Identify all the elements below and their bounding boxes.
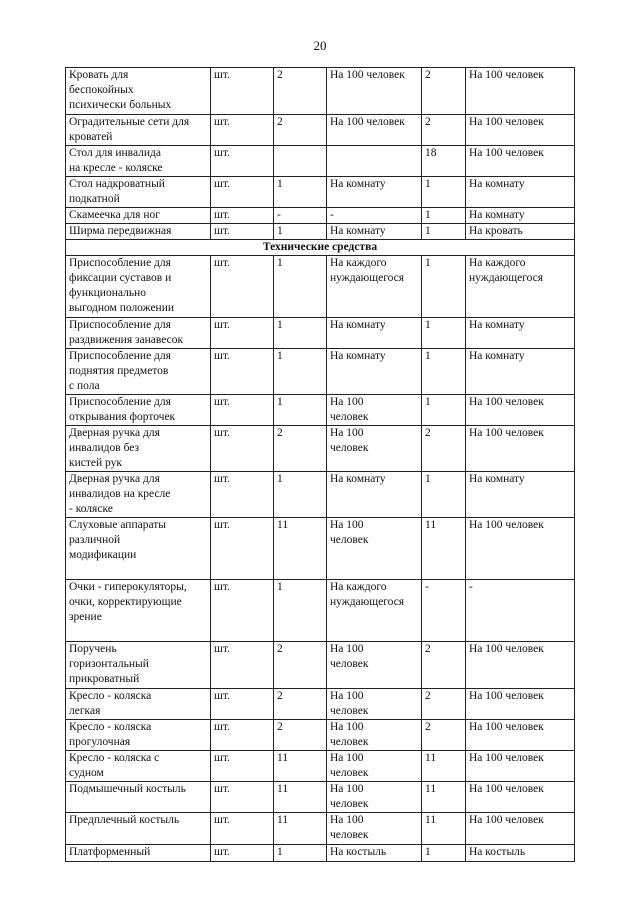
table-cell: На комнату [466,472,575,518]
table-row [66,689,575,720]
table-cell: Кресло - коляска с судном [66,751,211,782]
page-number: 20 [313,38,327,53]
table-row [66,642,575,689]
table-cell: шт. [211,518,274,580]
table-cell: На комнату [466,177,575,208]
table-row [66,318,575,349]
table-cell: 1 [422,177,466,208]
table-cell: На 100 человек [466,813,575,845]
table-cell: 2 [422,68,466,115]
table-cell: На 100 человек [327,68,422,115]
table-cell [327,146,422,177]
table-cell: Слуховые аппараты различной модификации [66,518,211,580]
table-cell: На 100 человек [327,720,422,751]
table-cell: На кровать [466,224,575,240]
table-cell: На 100 человек [466,68,575,115]
table-row [66,426,575,472]
table-cell: На каждого нуждающегося [327,256,422,318]
table-cell: На комнату [466,318,575,349]
table-cell: шт. [211,642,274,689]
table-cell: Кровать для беспокойных психически больных [66,68,211,115]
table-row [66,146,575,177]
equipment-table [65,67,575,862]
table-cell: 1 [274,349,327,395]
table-cell: На костыль [466,845,575,862]
table-cell: шт. [211,580,274,642]
table-cell: 1 [274,224,327,240]
table-cell: - [422,580,466,642]
table-row [66,395,575,426]
table-cell: шт. [211,720,274,751]
table-cell: На 100 человек [466,426,575,472]
section-title: Технические средства [66,240,575,256]
table-cell: 1 [422,208,466,224]
table-cell: шт. [211,68,274,115]
table-cell: шт. [211,224,274,240]
table-cell: - [274,208,327,224]
table-cell: 11 [274,518,327,580]
table-cell: 1 [422,845,466,862]
table-cell: На каждого нуждающегося [327,580,422,642]
table-cell: Стол для инвалида на кресле - коляске [66,146,211,177]
table-cell: На 100 человек [466,115,575,146]
table-cell: На каждого нуждающегося [466,256,575,318]
table-cell: 2 [422,115,466,146]
table-cell: шт. [211,208,274,224]
table-row [66,177,575,208]
table-row [66,845,575,862]
table-cell: На костыль [327,845,422,862]
table-cell: 11 [274,751,327,782]
table-cell: На 100 человек [466,642,575,689]
table-cell: Дверная ручка для инвалидов без кистей рук [66,426,211,472]
table-cell: 1 [274,256,327,318]
table-row [66,68,575,115]
table-cell: Стол надкроватный подкатной [66,177,211,208]
table-cell: шт. [211,115,274,146]
table-cell: Приспособление для фиксации суставов и функционально выгодном положении [66,256,211,318]
table-cell: 2 [274,426,327,472]
table-cell: шт. [211,426,274,472]
table-cell: На 100 человек [327,689,422,720]
table-row [66,472,575,518]
table-cell: 18 [422,146,466,177]
table-cell: Приспособление для раздвижения занавесок [66,318,211,349]
table-cell: На 100 человек [466,146,575,177]
table-cell: Приспособление для поднятия предметов с пола [66,349,211,395]
table-cell: Кресло - коляска прогулочная [66,720,211,751]
table-cell: 1 [422,318,466,349]
table-cell: На 100 человек [327,782,422,813]
table-cell: 2 [422,720,466,751]
table-cell: Скамеечка для ног [66,208,211,224]
table-cell: шт. [211,751,274,782]
table-cell: 1 [422,472,466,518]
table-cell: - [327,208,422,224]
table-cell: шт. [211,146,274,177]
table-cell: шт. [211,349,274,395]
table-cell: 11 [422,813,466,845]
table-row [66,720,575,751]
table-cell: Дверная ручка для инвалидов на кресле - коляске [66,472,211,518]
table-cell: 2 [274,68,327,115]
table-cell: 1 [274,318,327,349]
table-cell: 1 [422,395,466,426]
table-cell: 11 [274,813,327,845]
table-cell: шт. [211,395,274,426]
table-cell: На 100 человек [466,689,575,720]
table-cell: На комнату [327,349,422,395]
table-row [66,224,575,240]
table-cell: На 100 человек [327,426,422,472]
table-cell: 11 [422,782,466,813]
table-cell: На комнату [327,177,422,208]
table-cell: шт. [211,177,274,208]
table-cell: - [466,580,575,642]
table-cell: 11 [422,518,466,580]
table-row [66,518,575,580]
table-cell: На комнату [327,318,422,349]
table-cell: 1 [274,845,327,862]
table-cell: 1 [422,256,466,318]
table-cell: На 100 человек [327,395,422,426]
table-cell: шт. [211,845,274,862]
table-cell: 1 [422,224,466,240]
table-cell: Приспособление для открывания форточек [66,395,211,426]
table-cell: На 100 человек [466,751,575,782]
table-cell: 2 [274,115,327,146]
table-cell: На комнату [327,472,422,518]
table-cell: Очки - гиперокуляторы, очки, корректирующие зрение [66,580,211,642]
table-cell: 2 [274,642,327,689]
table-cell: шт. [211,813,274,845]
table-cell [274,146,327,177]
table-cell: шт. [211,256,274,318]
table-cell: 11 [274,782,327,813]
table-cell: Ширма передвижная [66,224,211,240]
table-cell: На 100 человек [327,115,422,146]
table-cell: 1 [274,580,327,642]
table-cell: 2 [274,720,327,751]
table-cell: На комнату [466,349,575,395]
table-cell: Кресло - коляска легкая [66,689,211,720]
table-cell: На 100 человек [327,642,422,689]
section-header-row [66,240,575,256]
table-cell: На 100 человек [466,518,575,580]
table-cell: шт. [211,472,274,518]
table-row [66,751,575,782]
table-cell: На комнату [327,224,422,240]
table-cell: шт. [211,782,274,813]
table-cell: 2 [274,689,327,720]
table-row [66,256,575,318]
table-cell: На 100 человек [327,751,422,782]
table-cell: Платформенный [66,845,211,862]
table-cell: На 100 человек [466,782,575,813]
table-row [66,813,575,845]
table-cell: Предплечный костыль [66,813,211,845]
table-cell: На 100 человек [466,720,575,751]
table-row [66,580,575,642]
table-row [66,208,575,224]
table-cell: 1 [422,349,466,395]
table-cell: 2 [422,642,466,689]
table-row [66,349,575,395]
table-cell: На комнату [466,208,575,224]
table-cell: шт. [211,318,274,349]
table-cell: 1 [274,472,327,518]
table-cell: шт. [211,689,274,720]
table-cell: 11 [422,751,466,782]
table-cell: 1 [274,395,327,426]
table-cell: На 100 человек [466,395,575,426]
table-cell: 2 [422,426,466,472]
table-cell: На 100 человек [327,813,422,845]
table-row [66,115,575,146]
table-row [66,782,575,813]
table-cell: Оградительные сети для кроватей [66,115,211,146]
table-cell: Поручень горизонтальный прикроватный [66,642,211,689]
table-cell: 1 [274,177,327,208]
table-cell: На 100 человек [327,518,422,580]
table-cell: 2 [422,689,466,720]
table-cell: Подмышечный костыль [66,782,211,813]
